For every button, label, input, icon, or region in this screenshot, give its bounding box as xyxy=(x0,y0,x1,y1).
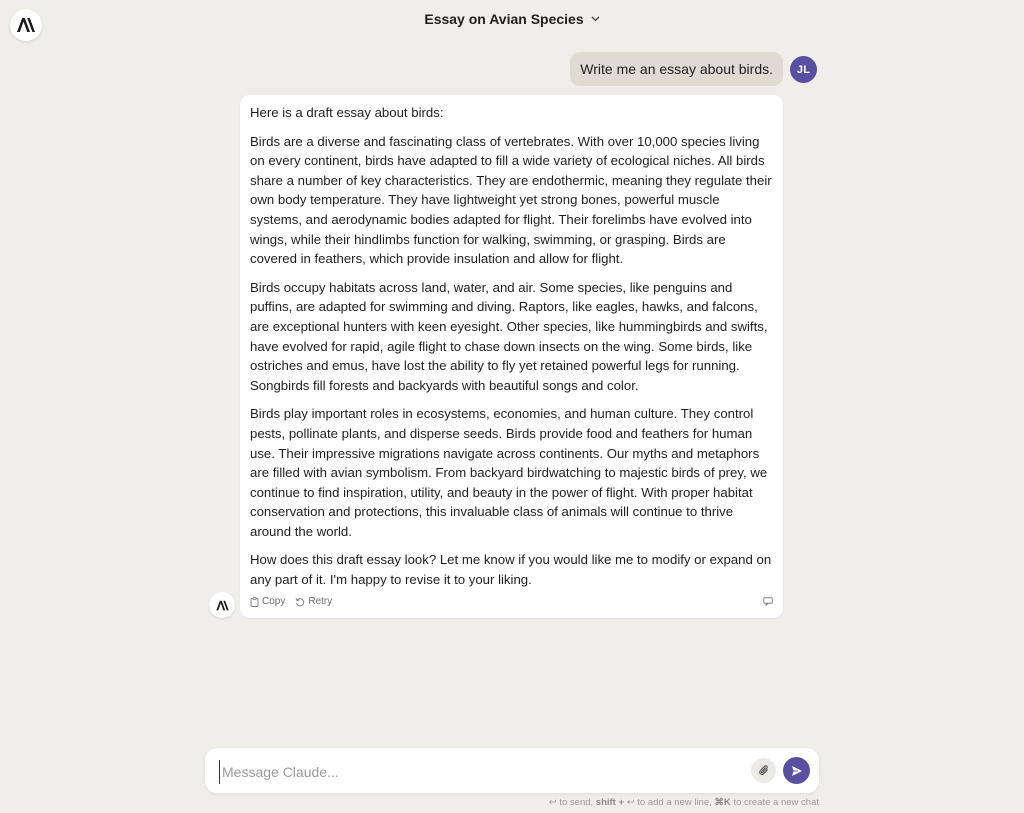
return-key-icon: ↩ xyxy=(626,797,635,808)
keyboard-hint xyxy=(549,797,819,808)
assistant-paragraph: Birds play important roles in ecosystems, economies, and human culture. They control pests, pollinate plants, and disperse seeds. Birds provide food and feathers for human use. Their impressive migrations navigate across continents. Our myths and metaphors are filled with avian symbolism. From backyard birdwatching to majestic birds of prey, we continue to find inspiration, utility, and beauty in the power of flight. With proper habitat conservation and protections, this invaluable class of animals will continue to thrive around the world. xyxy=(250,406,768,539)
retry-label: Retry xyxy=(308,596,333,608)
user-avatar[interactable] xyxy=(790,56,817,83)
assistant-intro: Here is a draft essay about birds: xyxy=(250,105,444,120)
user-message-bubble xyxy=(570,52,783,86)
assistant-paragraph: Birds occupy habitats across land, water, and air. Some species, like penguins and puffins, are adapted for swimming and diving. Raptors, like eagles, hawks, and falcons, are exceptional hunters with keen eyesight. Other species, like hummingbirds and swifts, have evolved for rapid, agile flight to chase down insects on the wing. Some birds, like ostriches and emus, have lost the ability to fly yet retained powerful legs for running. Songbirds fill forests and backyards with beautiful songs and color. xyxy=(250,279,768,393)
anthropic-logo-icon xyxy=(215,600,230,611)
message-composer xyxy=(205,748,819,793)
hint-newline-text: to add a new line, xyxy=(637,797,712,808)
retry-button[interactable] xyxy=(295,596,332,607)
assistant-message-card xyxy=(240,95,783,618)
hint-newchat-text: to create a new chat xyxy=(733,797,819,808)
copy-label: Copy xyxy=(262,596,286,608)
send-arrow-icon xyxy=(791,765,803,777)
conversation-title-button[interactable] xyxy=(0,11,1024,27)
paperclip-icon xyxy=(758,764,770,777)
assistant-closing: How does this draft essay look? Let me know if you would like me to modify or expand on any part of it. I'm happy to revise it to your liking. xyxy=(250,552,772,588)
attach-button[interactable] xyxy=(751,758,776,783)
retry-icon xyxy=(295,597,305,607)
send-button[interactable] xyxy=(783,757,810,784)
copy-button[interactable] xyxy=(250,596,285,607)
clipboard-icon xyxy=(250,597,259,607)
hint-send-text: to send, xyxy=(559,797,594,808)
message-actions xyxy=(250,594,773,610)
thumbs-down-icon xyxy=(763,597,773,606)
conversation-title: Essay on Avian Species xyxy=(424,11,584,27)
hint-shift-key: shift + xyxy=(595,797,625,808)
user-avatar-initials: JL xyxy=(796,63,811,76)
return-key-icon: ↩ xyxy=(548,797,557,808)
assistant-avatar xyxy=(209,592,235,618)
assistant-paragraph: Birds are a diverse and fascinating class of vertebrates. With over 10,000 species living on every continent, birds have adapted to fill a wide variety of ecological niches. All birds share a number of key characteristics. They are endothermic, meaning they regulate their own body temperature. They have lightweight yet strong bones, powerful muscle systems, and aerodynamic bodies adapted for flight. Their forelimbs have evolved into wings, while their hindlimbs function for walking, swimming, or grasping. Birds are covered in feathers, which provide insulation and allow for flight. xyxy=(250,133,772,267)
message-input[interactable] xyxy=(219,760,744,784)
user-message-text: Write me an essay about birds. xyxy=(580,61,773,77)
hint-newchat-key: ⌘K xyxy=(714,797,731,808)
chevron-down-icon xyxy=(591,16,600,22)
feedback-button[interactable] xyxy=(763,597,773,606)
